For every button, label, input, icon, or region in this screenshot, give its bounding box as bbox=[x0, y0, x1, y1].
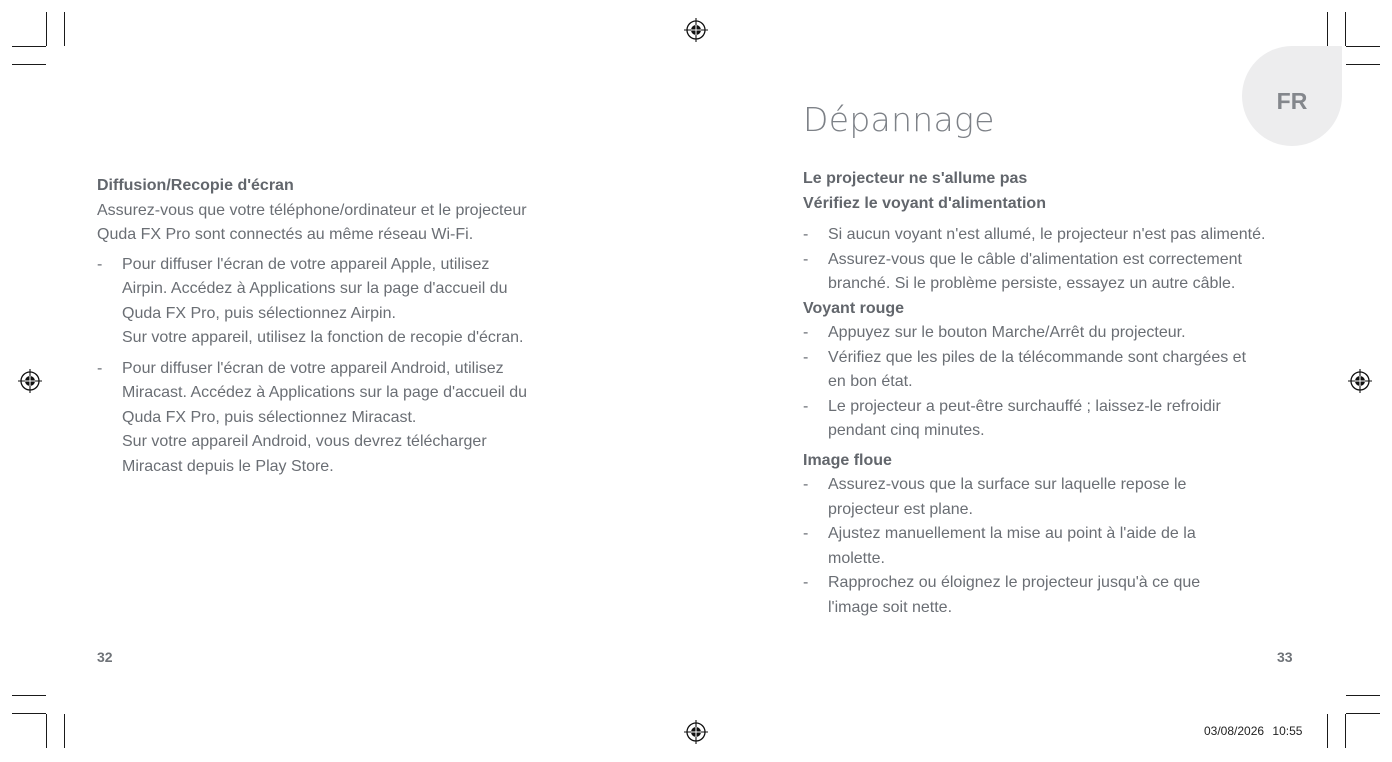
page-number-left: 32 bbox=[97, 649, 113, 665]
list-item-line: Sur votre appareil Android, vous devrez télécharger bbox=[122, 433, 487, 450]
section-subtitle: Vérifiez le voyant d'alimentation bbox=[803, 194, 1046, 212]
list-item-line: - Ajustez manuellement la mise au point à l'aide de la bbox=[828, 525, 1196, 542]
instruction-list bbox=[97, 253, 597, 480]
list-item bbox=[803, 571, 1303, 620]
crop-mark bbox=[1345, 714, 1346, 748]
list-item-line: - Si aucun voyant n'est allumé, le projecteur n'est pas alimenté. bbox=[828, 226, 1266, 243]
list-item bbox=[803, 522, 1303, 571]
list-item bbox=[803, 346, 1303, 395]
list-item-line: - Appuyez sur le bouton Marche/Arrêt du projecteur. bbox=[828, 324, 1186, 341]
list-item-line: - Rapprochez ou éloignez le projecteur jusqu'à ce que bbox=[828, 574, 1201, 591]
list-item-line: projecteur est plane. bbox=[828, 500, 973, 518]
list-item-line: en bon état. bbox=[828, 373, 913, 390]
section-title: Le projecteur ne s'allume pas bbox=[803, 170, 1028, 187]
language-tab bbox=[1242, 46, 1342, 146]
list-item-line: l'image soit nette. bbox=[828, 598, 953, 616]
registration-mark-icon bbox=[684, 720, 708, 744]
right-column bbox=[803, 167, 1303, 620]
instruction-list bbox=[803, 321, 1303, 444]
crop-mark bbox=[1346, 713, 1380, 714]
list-item-line: - Assurez-vous que la surface sur laquelle repose le bbox=[828, 476, 1187, 493]
list-item-line: - Vérifiez que les piles de la télécommande sont chargées et bbox=[828, 348, 1247, 366]
list-item-line: - Le projecteur a peut-être surchauffé ; laissez-le refroidir bbox=[828, 397, 1221, 415]
list-item-line: Miracast. Accédez à Applications sur la page d'accueil du bbox=[122, 384, 528, 401]
section-title: Voyant rouge bbox=[803, 299, 905, 317]
language-code: FR bbox=[1276, 88, 1308, 114]
crop-mark bbox=[12, 695, 46, 696]
registration-mark-icon bbox=[684, 18, 708, 42]
print-timestamp: 03/08/2026 10:55 bbox=[1204, 724, 1303, 738]
list-item-line: branché. Si le problème persiste, essayez un autre câble. bbox=[828, 275, 1236, 292]
list-item bbox=[803, 248, 1303, 297]
crop-mark bbox=[1346, 46, 1380, 47]
list-item-line: - Pour diffuser l'écran de votre appareil Android, utilisez bbox=[122, 359, 504, 377]
list-item bbox=[803, 473, 1303, 522]
crop-mark bbox=[46, 714, 47, 748]
crop-mark bbox=[12, 64, 46, 65]
list-item-line: - Assurez-vous que le câble d'alimentation est correctement bbox=[828, 250, 1242, 268]
list-item-line: pendant cinq minutes. bbox=[828, 422, 985, 439]
list-item-line: Quda FX Pro, puis sélectionnez Miracast. bbox=[122, 408, 417, 426]
crop-mark bbox=[1346, 64, 1380, 65]
section-title: Image floue bbox=[803, 451, 892, 469]
crop-mark bbox=[1346, 695, 1380, 696]
crop-mark bbox=[46, 12, 47, 46]
list-item-line: Airpin. Accédez à Applications sur la page d'accueil du bbox=[122, 280, 508, 297]
section-title: Diffusion/Recopie d'écran bbox=[97, 177, 294, 194]
list-item-line: Sur votre appareil, utilisez la fonction de recopie d'écran. bbox=[122, 329, 524, 346]
crop-mark bbox=[1327, 714, 1328, 748]
instruction-list bbox=[803, 473, 1303, 620]
list-item-line: Miracast depuis le Play Store. bbox=[122, 457, 334, 475]
list-item-line: Quda FX Pro, puis sélectionnez Airpin. bbox=[122, 304, 396, 322]
crop-mark bbox=[12, 46, 46, 47]
crop-mark bbox=[12, 713, 46, 714]
list-item bbox=[803, 395, 1303, 444]
crop-mark bbox=[1327, 12, 1328, 46]
intro-line: Assurez-vous que votre téléphone/ordinateur et le projecteur bbox=[97, 201, 527, 219]
registration-mark-icon bbox=[18, 369, 42, 393]
intro-line: Quda FX Pro sont connectés au même réseau Wi-Fi. bbox=[97, 226, 474, 243]
list-item bbox=[803, 321, 1303, 346]
crop-mark bbox=[64, 12, 65, 46]
instruction-list bbox=[803, 223, 1303, 297]
page-number-right: 33 bbox=[1277, 649, 1293, 665]
page-title: Dépannage bbox=[803, 100, 995, 139]
crop-mark bbox=[64, 714, 65, 748]
crop-mark bbox=[1345, 12, 1346, 46]
registration-mark-icon bbox=[1348, 369, 1372, 393]
list-item bbox=[97, 253, 597, 351]
list-item bbox=[803, 223, 1303, 248]
list-item-line: - Pour diffuser l'écran de votre appareil Apple, utilisez bbox=[122, 255, 490, 273]
list-item bbox=[97, 357, 597, 480]
list-item-line: molette. bbox=[828, 549, 885, 567]
left-column bbox=[97, 174, 597, 479]
